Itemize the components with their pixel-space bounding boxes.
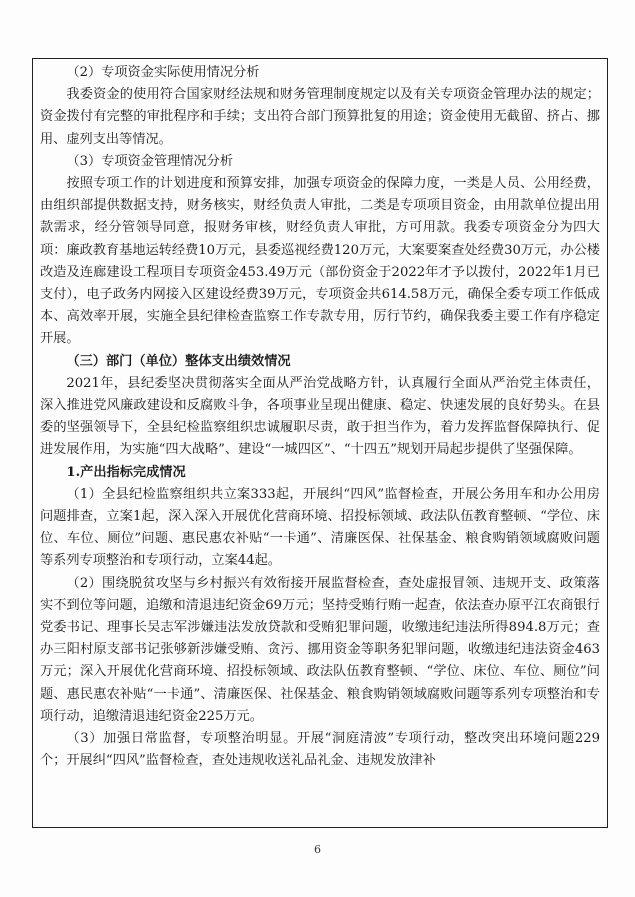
paragraph-output-2: （2）围绕脱贫攻坚与乡村振兴有效衔接开展监督检查，查处虚报冒领、违规开支、政策落实不到位等问题，追缴和清退违纪资金69万元；坚持受贿行贿一起查，依法查办原平江农商银行党委书记、理事长吴志军涉嫌违法发放贷款和受贿犯罪问题，收缴违纪违法所得894.8万元；查办三阳村原支部书记张够新涉嫌受贿、贪污、挪用资金等职务犯罪问题，收缴违纪违法资金463万元；深入开展优化营商环境、招投标领域、政法队伍教育整顿、“学位、床位、车位、厕位”问题、惠民惠农补贴“一卡通”、清廉医保、社保基金、粮食购销领域腐败问题等系列专项整治和专项行动，追缴清退违纪资金225万元。 [40,575,600,724]
document-body [40,62,600,773]
subheading-fund-management: （3）专项资金管理情况分析 [66,153,234,169]
paragraph-output-1: （1）全县纪检监察组织共立案333起，开展纠“四风”监督检查，开展公务用车和办公用房问题排查，立案1起，深入深入开展优化营商环境、招投标领域、政法队伍教育整顿、“学位、床位、车位、厕位”问题、惠民惠农补贴“一卡通”、清廉医保、社保基金、粮食购销领域腐败问题等系列专项整治和专项行动，立案44起。 [40,486,600,569]
subheading-fund-usage: （2）专项资金实际使用情况分析 [66,65,260,80]
section-heading-performance: （三）部门（单位）整体支出绩效情况 [66,353,291,369]
paragraph-performance-overview: 2021年，县纪委坚决贯彻落实全面从严治党战略方针，认真履行全面从严治党主体责任，深入推进党风廉政建设和反腐败斗争，各项事业呈现出健康、稳定、快速发展的良好势头。在县委的坚强领导下，全县纪检监察组织忠诚履职尽责，敢于担当作为，着力发挥监督保障执行、促进发展作用，为实施“四大战略”、建设“一城四区”、“十四五”规划开局起步提供了坚强保障。 [40,375,600,458]
page-number: 6 [314,843,321,856]
paragraph-fund-usage: 我委资金的使用符合国家财经法规和财务管理制度规定以及有关专项资金管理办法的规定；资金拨付有完整的审批程序和手续；支出符合部门预算批复的用途；资金使用无截留、挤占、挪用、虚列支出等情况。 [40,87,600,147]
paragraph-output-3: （3）加强日常监督，专项整治明显。开展“洞庭清波”专项行动，整改突出环境问题229个；开展纠“四风”监督检查，查处违规收送礼品礼金、违规发放津补 [40,731,600,769]
paragraph-fund-management: 按照专项工作的计划进度和预算安排，加强专项资金的保障力度，一类是人员、公用经费，由组织部提供数据支持，财务核实，财经负责人审批，二类是专项项目资金，由用款单位提出用款需求，经分管领导同意，报财务审核，财经负责人审批，方可用款。我委专项资金分为四大项：廉政教育基地运转经费10万元，县委巡视经费120万元，大案要案查处经费30万元，办公楼改造及连廊建设工程项目专项资金453.49万元（部份资金于2022年才予以拨付，2022年1月已支付），电子政务内网接入区建设经费39万元，专项资金共614.58万元，确保全委专项工作低成本、高效率开展，实施全县纪律检查监察工作专款专用，厉行节约，确保我委主要工作有序稳定开展。 [40,176,600,347]
subheading-output-indicators: 1.产出指标完成情况 [66,464,186,480]
